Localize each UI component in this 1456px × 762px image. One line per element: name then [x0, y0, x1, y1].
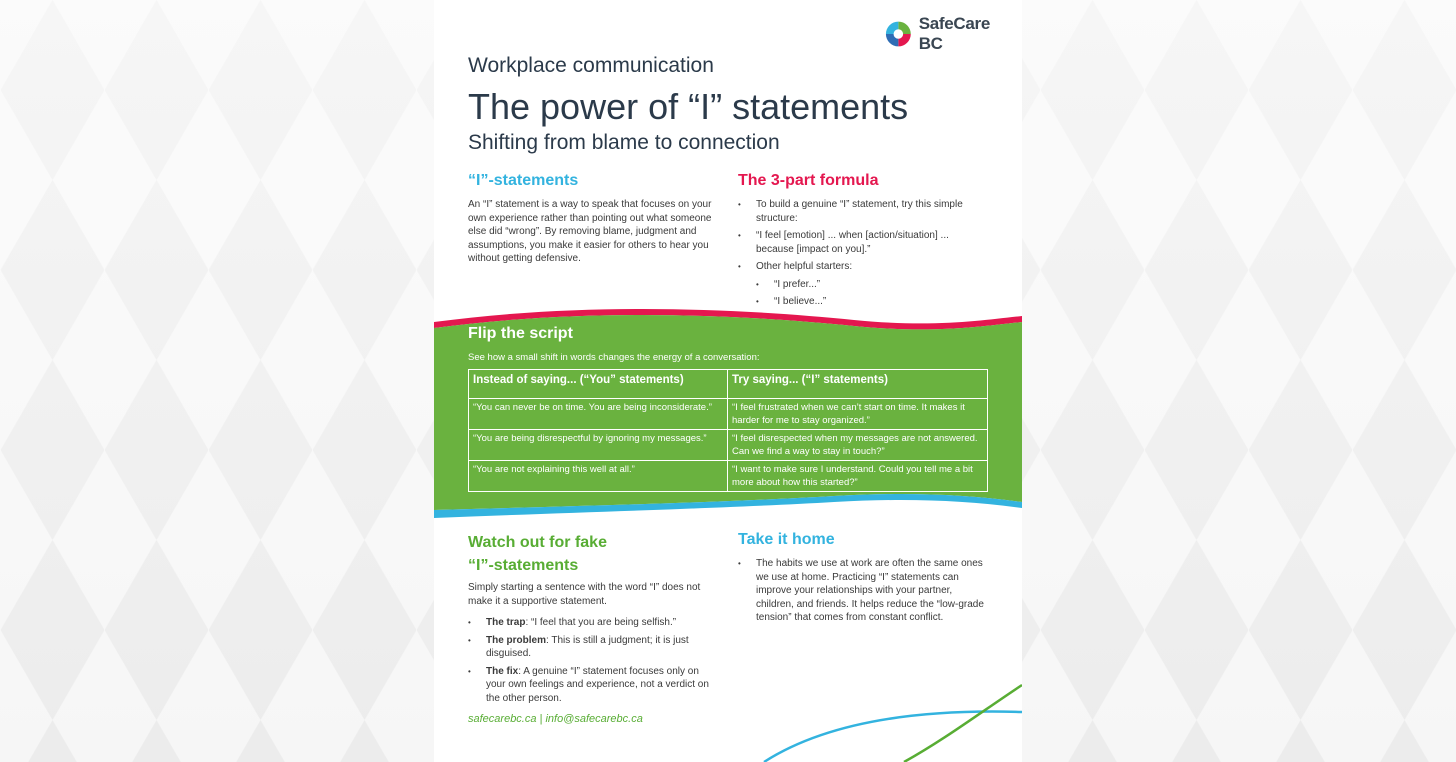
list-subitem: • “I prefer...”: [738, 278, 988, 292]
home-heading: Take it home: [738, 531, 835, 548]
fake-heading-line2: “I”-statements: [468, 557, 579, 574]
item-label: The trap: [486, 617, 526, 628]
list-item: • To build a genuine “I” statement, try this simple structure:: [738, 198, 988, 225]
document-page: [434, 0, 1022, 762]
list-item: • “I feel [emotion] ... when [action/situation] ... because [impact on you].”: [738, 229, 988, 256]
list-item: • The habits we use at work are often the same ones we use at home. Practicing “I” statements can improve your relationships with your partner, children, and friends. It helps reduce the “low-grade tension” that comes from constant conflict.: [738, 557, 988, 625]
formula-heading: The 3-part formula: [738, 172, 879, 189]
table-cell: “You can never be on time. You are being inconsiderate.”: [469, 399, 728, 430]
safecare-logo-icon: [884, 19, 913, 49]
table-cell: “I feel disrespected when my messages are not answered. Can we find a way to stay in touch?”: [728, 430, 988, 461]
table-row: [469, 461, 988, 492]
page-title: The power of “I” statements: [468, 86, 909, 127]
table-header-row: [469, 370, 988, 399]
column-header: Try saying... (“I” statements): [728, 370, 988, 399]
fake-intro: Simply starting a sentence with the word “I” does not make it a supportive statement.: [468, 582, 701, 607]
list-item: [468, 665, 720, 706]
page-kicker: Workplace communication: [468, 54, 714, 77]
decorative-swoosh: [754, 680, 1022, 762]
fake-heading-line1: Watch out for fake: [468, 534, 607, 551]
item-text: : A genuine “I” statement focuses only on your own feelings and experience, not a verdict on the other person.: [486, 665, 709, 704]
footer-contact: safecarebc.ca | info@safecarebc.ca: [468, 713, 643, 725]
list-item: [468, 634, 720, 661]
item-label: The fix: [486, 665, 519, 677]
item-label: The problem: [486, 634, 547, 646]
table-cell: “I feel frustrated when we can’t start on time. It makes it harder for me to stay organized.”: [728, 399, 988, 430]
table-cell: “You are not explaining this well at all.”: [469, 461, 728, 492]
item-text: : “I feel that you are being selfish.”: [525, 617, 677, 628]
flip-heading: Flip the script: [468, 325, 573, 342]
formula-list: [738, 198, 988, 313]
list-item: • Other helpful starters:: [738, 260, 988, 274]
table-cell: “You are being disrespectful by ignoring my messages.”: [469, 430, 728, 461]
item-text: : This is still a judgment; it is just disguised.: [486, 634, 689, 659]
table-row: [469, 430, 988, 461]
flip-table: [468, 369, 988, 492]
fake-list: [468, 616, 720, 709]
brand-name: SafeCare BC: [918, 14, 990, 53]
list-subitem: • “I believe...”: [738, 295, 988, 309]
home-list: [738, 557, 988, 629]
page-subtitle: Shifting from blame to connection: [468, 131, 780, 154]
fake-heading: [468, 531, 607, 577]
table-cell: “I want to make sure I understand. Could you tell me a bit more about how this started?”: [728, 461, 988, 492]
table-row: [469, 399, 988, 430]
i-statements-body: An “I” statement is a way to speak that focuses on your own experience rather than pointing out what someone else did “wrong”. By removing blame, judgment and assumptions, you make it easier for others to hear you without getting defensive.: [468, 199, 712, 264]
list-item: [468, 616, 720, 630]
column-header: Instead of saying... (“You” statements): [469, 370, 728, 399]
i-statements-heading: “I”-statements: [468, 172, 579, 189]
flip-intro: See how a small shift in words changes the energy of a conversation:: [468, 352, 760, 363]
brand-logo: [884, 14, 1014, 53]
